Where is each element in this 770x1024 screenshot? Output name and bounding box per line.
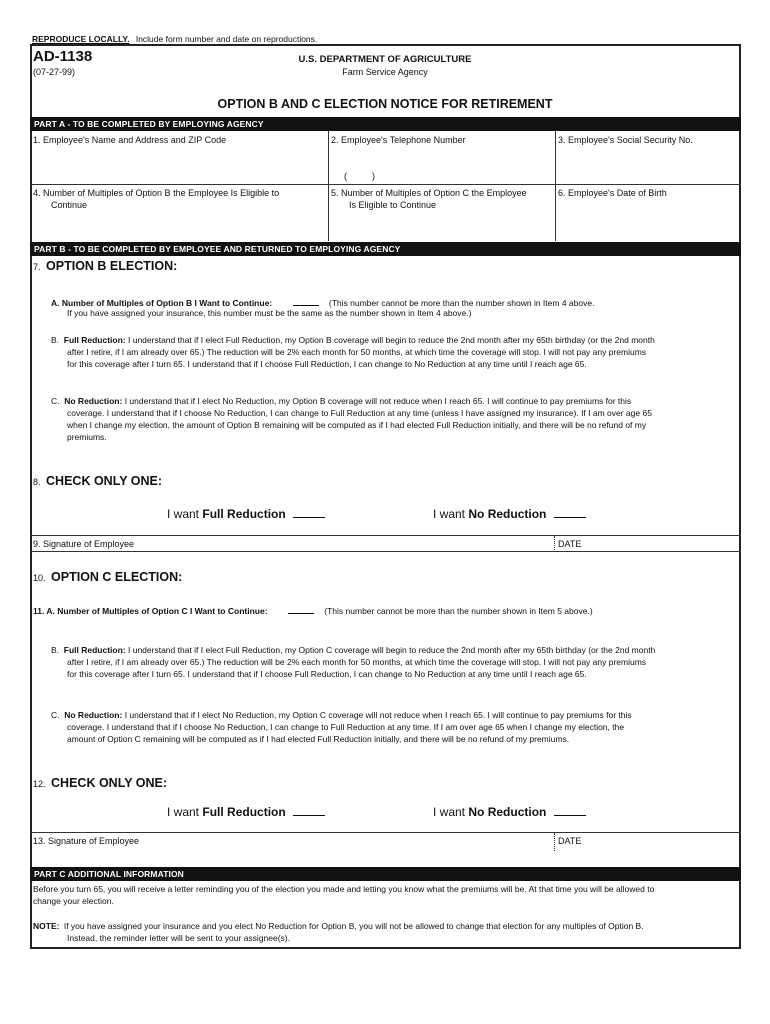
- divider: [554, 536, 555, 550]
- option-b-no-reduction: C. No Reduction: I understand that if I elect No Reduction, my Option B coverage will not reduce when I reach 65. I will continue to pay premiums for this: [51, 396, 632, 406]
- option-c-no-reduction-blank[interactable]: [554, 805, 586, 816]
- part-b-bar: PART B - TO BE COMPLETED BY EMPLOYEE AND RETURNED TO EMPLOYING AGENCY: [30, 242, 741, 256]
- option-c-no-reduction-choice: I want No Reduction: [433, 805, 586, 819]
- telephone-area-code: ( ): [344, 171, 375, 181]
- option-c-full-reduction-blank[interactable]: [293, 805, 325, 816]
- option-b-multiples-line: A. Number of Multiples of Option B I Want to Continue: (This number cannot be more than the number shown in Item 4 above.: [51, 295, 594, 309]
- option-c-no-reduction-line2: coverage. I understand that if I choose No Reduction, I can change to Full Reduction at any time. If I am over age 65 when I change my election, the: [67, 722, 625, 732]
- option-b-no-reduction-choice: I want No Reduction: [433, 507, 586, 521]
- form-number: AD-1138: [33, 48, 93, 65]
- option-c-date-field[interactable]: DATE: [558, 836, 582, 846]
- option-c-multiples-line: 11. A. Number of Multiples of Option C I Want to Continue: (This number cannot be more than the number shown in Item 5 above.): [33, 603, 593, 617]
- divider: [30, 551, 741, 552]
- field-telephone[interactable]: 2. Employee's Telephone Number: [331, 135, 466, 145]
- field-date-of-birth[interactable]: 6. Employee's Date of Birth: [558, 188, 667, 198]
- section-12-heading: 12. CHECK ONLY ONE:: [33, 776, 168, 790]
- option-b-full-reduction: B. Full Reduction: I understand that if I elect Full Reduction, my Option B coverage will begin to reduce the 2nd month after my 65th birthday (or the 2nd month: [51, 335, 655, 345]
- field-option-c-multiples-cont: Is Eligible to Continue: [349, 200, 437, 210]
- field-option-b-multiples-cont: Continue: [51, 200, 88, 210]
- option-c-full-reduction-choice: I want Full Reduction: [167, 805, 325, 819]
- form-date: (07-27-99): [33, 67, 76, 77]
- field-option-c-multiples[interactable]: 5. Number of Multiples of Option C the Employee: [331, 188, 527, 198]
- reproduce-notice: REPRODUCE LOCALLY. Include form number and date on reproductions.: [32, 34, 318, 44]
- option-b-multiples-note: If you have assigned your insurance, this number must be the same as the number shown in Item 4 above.): [67, 308, 472, 318]
- option-b-full-reduction-line3: for this coverage after I turn 65. I understand that if I choose Full Reduction, I can change to No Reduction at any time until I reach age 65.: [67, 359, 587, 369]
- divider: [554, 833, 555, 851]
- option-c-full-reduction-line2: after I retire, if I am already over 65.) The reduction will be 2% each month for 50 months, at which time the coverage will stop. I will not pay any premiums: [67, 657, 647, 667]
- divider: [328, 131, 329, 241]
- section-10-heading: 10. OPTION C ELECTION:: [33, 570, 183, 584]
- option-c-signature-field[interactable]: 13. Signature of Employee: [33, 836, 140, 846]
- sub-agency-name: Farm Service Agency: [342, 67, 428, 77]
- option-b-signature-field[interactable]: 9. Signature of Employee: [33, 539, 135, 549]
- divider: [30, 184, 741, 185]
- option-b-full-reduction-choice: I want Full Reduction: [167, 507, 325, 521]
- field-ssn[interactable]: 3. Employee's Social Security No.: [558, 135, 693, 145]
- option-b-no-reduction-line3: when I change my election, the amount of Option B remaining will be computed as if I had elected Full Reduction initially, and there will be no refund of my: [67, 420, 647, 430]
- option-c-no-reduction-line3: amount of Option C remaining will be computed as if I had elected Full Reduction initially, and there will be no refund of my premiums.: [67, 734, 570, 744]
- part-c-paragraph: Before you turn 65, you will receive a letter reminding you of the election you made and letting you know what the premiums will be. At that time you will be allowed to: [33, 884, 655, 894]
- section-7-heading: 7. OPTION B ELECTION:: [33, 259, 178, 273]
- divider: [30, 832, 741, 833]
- part-c-bar: PART C ADDITIONAL INFORMATION: [30, 867, 741, 881]
- option-b-no-reduction-blank[interactable]: [554, 507, 586, 518]
- option-c-full-reduction-line3: for this coverage after I turn 65. I understand that if I choose Full Reduction, I can change to No Reduction at any time until I reach age 65.: [67, 669, 587, 679]
- section-8-heading: 8. CHECK ONLY ONE:: [33, 474, 163, 488]
- option-b-full-reduction-blank[interactable]: [293, 507, 325, 518]
- divider: [555, 131, 556, 241]
- option-b-no-reduction-line4: premiums.: [67, 432, 107, 442]
- option-b-full-reduction-line2: after I retire, if I am already over 65.) The reduction will be 2% each month for 50 months, at which time the coverage will stop. I will not pay any premiums: [67, 347, 647, 357]
- option-b-multiples-blank[interactable]: [293, 295, 319, 306]
- part-c-note: NOTE: If you have assigned your insurance and you elect No Reduction for Option B, you will not be allowed to change that election for any multiples of Option B.: [33, 921, 644, 931]
- field-option-b-multiples[interactable]: 4. Number of Multiples of Option B the Employee Is Eligible to: [33, 188, 280, 198]
- option-b-no-reduction-line2: coverage. I understand that if I choose No Reduction, I can change to Full Reduction at any time (unless I have assigned my insurance). If I am over age 65: [67, 408, 652, 418]
- part-c-paragraph-line2: change your election.: [33, 896, 114, 906]
- divider: [30, 535, 741, 536]
- option-b-date-field[interactable]: DATE: [558, 539, 582, 549]
- part-c-note-line2: Instead, the reminder letter will be sent to your assignee(s).: [67, 933, 290, 943]
- form-title: OPTION B AND C ELECTION NOTICE FOR RETIREMENT: [217, 97, 553, 111]
- form-border: [30, 44, 741, 949]
- option-c-multiples-blank[interactable]: [288, 603, 314, 614]
- field-employee-name-address[interactable]: 1. Employee's Name and Address and ZIP Code: [33, 135, 227, 145]
- agency-name: U.S. DEPARTMENT OF AGRICULTURE: [298, 54, 472, 65]
- part-a-bar: PART A - TO BE COMPLETED BY EMPLOYING AGENCY: [30, 117, 741, 131]
- option-c-no-reduction: C. No Reduction: I understand that if I elect No Reduction, my Option C coverage will not reduce when I reach 65. I will continue to pay premiums for this: [51, 710, 632, 720]
- option-c-full-reduction: B. Full Reduction: I understand that if I elect Full Reduction, my Option C coverage will begin to reduce the 2nd month after my 65th birthday (or the 2nd month: [51, 645, 656, 655]
